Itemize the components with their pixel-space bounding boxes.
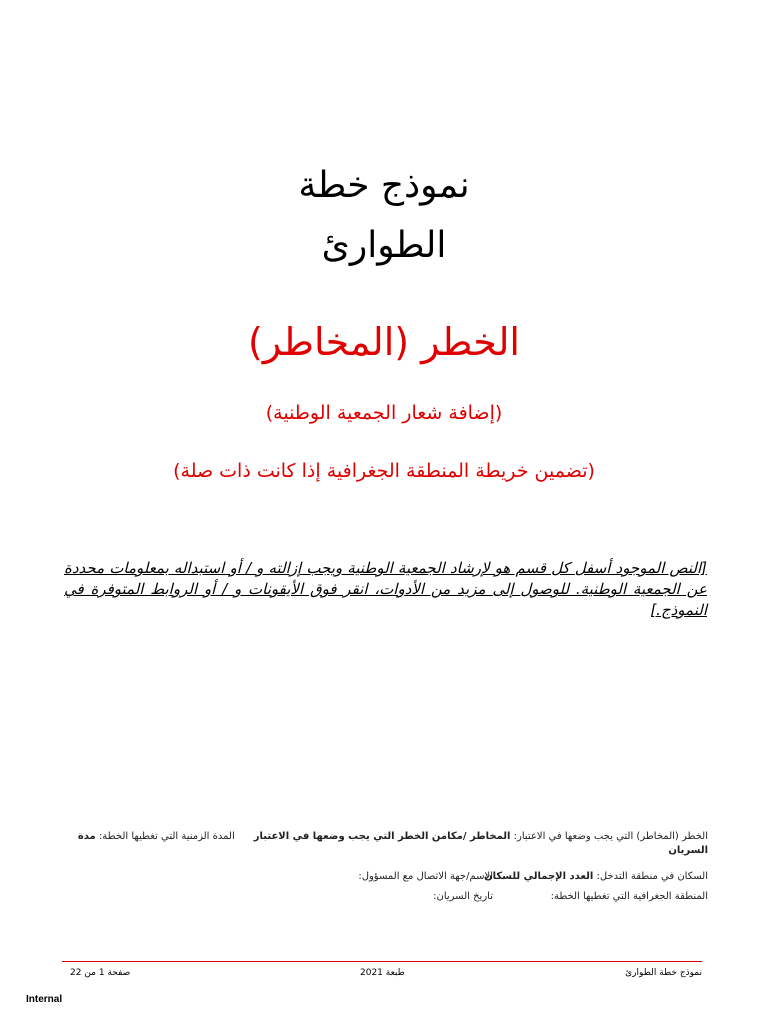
- hazard-label: الخطر (المخاطر) التي يجب وضعها في الاعتبار:: [513, 831, 708, 842]
- area-label: المنطقة الجغرافية التي تغطيها الخطة:: [550, 891, 708, 902]
- footer-edition: طبعة 2021: [360, 968, 405, 978]
- population-label: السكان في منطقة التدخل:: [596, 871, 708, 882]
- document-title-line1: نموذج خطة: [298, 165, 470, 206]
- hazard-heading: الخطر (المخاطر): [248, 320, 520, 364]
- effective-date-label: تاريخ السريان:: [433, 891, 493, 902]
- footer-page-number: صفحة 1 من 22: [70, 968, 131, 978]
- footer-divider: [62, 961, 702, 962]
- timeframe-label: المدة الزمنية التي تغطيها الخطة:: [98, 831, 235, 842]
- contact-label: الاسم/جهة الاتصال مع المسؤول:: [358, 871, 493, 882]
- classification-label: Internal: [26, 994, 63, 1005]
- document-title-line2: الطوارئ: [321, 225, 447, 266]
- hazard-metadata-line: [63, 830, 708, 858]
- hazard-value: المخاطر /مكامن الخطر التي يجب وضعها في الاعتبار: [253, 831, 511, 842]
- population-value: العدد الإجمالي للسكان: [484, 871, 594, 882]
- timeframe-value: مدة السريان: [77, 831, 708, 856]
- logo-placeholder-note: (إضافة شعار الجمعية الوطنية): [265, 402, 503, 424]
- footer-document-title: نموذج خطة الطوارئ: [625, 968, 702, 978]
- map-placeholder-note: (تضمين خريطة المنطقة الجغرافية إذا كانت ذات صلة): [173, 460, 595, 482]
- population-metadata: [484, 870, 708, 884]
- instructions-paragraph: [النص الموجود أسفل كل قسم هو لإرشاد الجمعية الوطنية ويجب إزالته و / أو استبداله بمعلومات محددة عن الجمعية الوطنية. للوصول إلى مزيد من الأدوات، انقر فوق الأيقونات و / أو الروابط المتوفرة في النموذج.]: [64, 559, 707, 619]
